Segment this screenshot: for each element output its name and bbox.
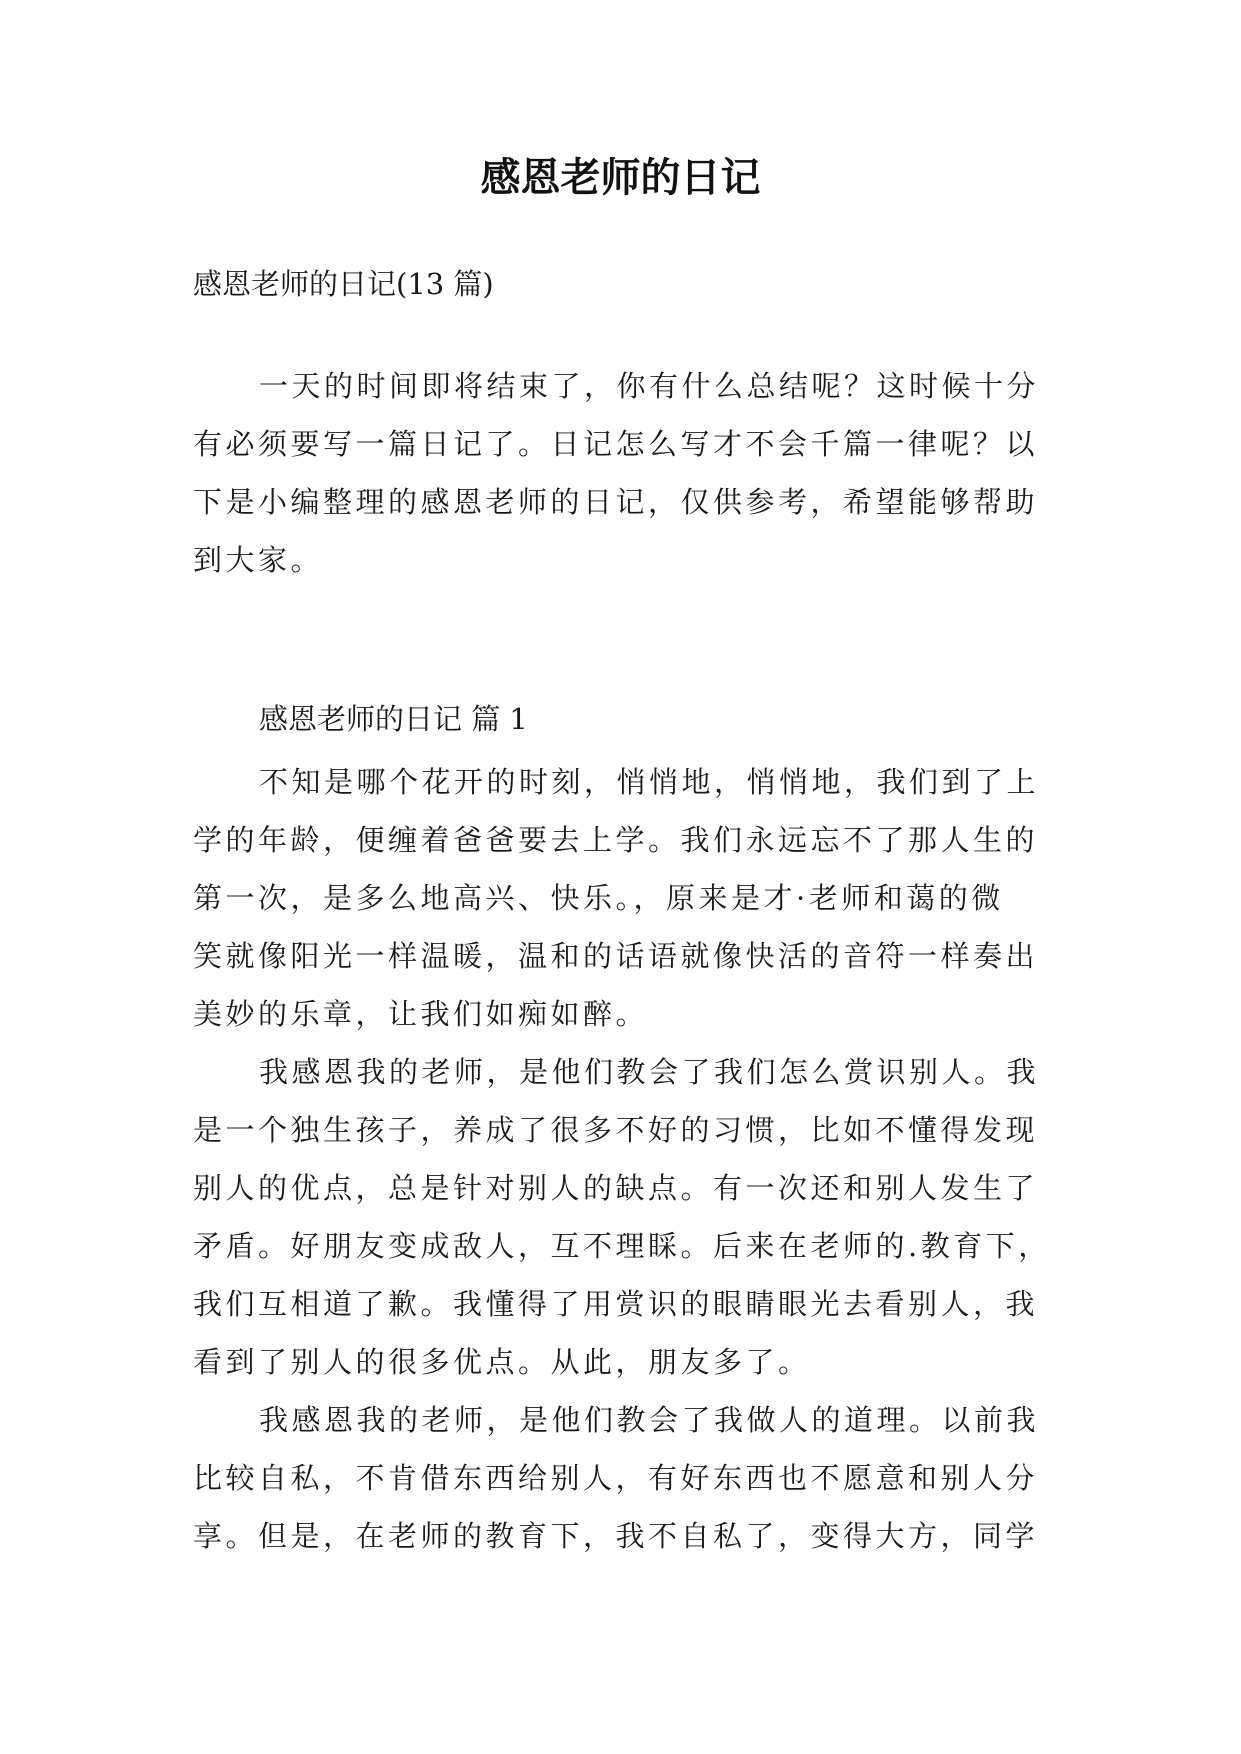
document-subtitle: 感恩老师的日记(13 篇) bbox=[193, 267, 494, 301]
paragraph-line: 学的年龄，便缠着爸爸要去上学。我们永远忘不了那人生的 bbox=[193, 823, 1039, 857]
intro-line: 一天的时间即将结束了，你有什么总结呢？这时候十分 bbox=[259, 369, 1040, 403]
paragraph-line: 是一个独生孩子，养成了很多不好的习惯，比如不懂得发现 bbox=[193, 1113, 1039, 1147]
paragraph-line: 别人的优点，总是针对别人的缺点。有一次还和别人发生了 bbox=[193, 1171, 1039, 1205]
intro-line: 有必须要写一篇日记了。日记怎么写才不会千篇一律呢？以 bbox=[193, 427, 1039, 461]
section-heading: 感恩老师的日记 篇 1 bbox=[259, 702, 528, 736]
paragraph-line: 美妙的乐章，让我们如痴如醉。 bbox=[193, 997, 649, 1031]
intro-line: 下是小编整理的感恩老师的日记，仅供参考，希望能够帮助 bbox=[193, 485, 1039, 519]
paragraph-2 bbox=[193, 1043, 1051, 1391]
paragraph-line: 我感恩我的老师，是他们教会了我做人的道理。以前我 bbox=[259, 1403, 1040, 1437]
paragraph-line: 享。但是，在老师的教育下，我不自私了，变得大方，同学 bbox=[193, 1519, 1039, 1553]
paragraph-line: 第一次，是多么地高兴、快乐。，原来是才·老师和蔼的微 bbox=[193, 881, 1004, 915]
paragraph-line: 不知是哪个花开的时刻，悄悄地，悄悄地，我们到了上 bbox=[259, 765, 1040, 799]
paragraph-line: 我感恩我的老师，是他们教会了我们怎么赏识别人。我 bbox=[259, 1055, 1040, 1089]
intro-line: 到大家。 bbox=[193, 543, 324, 577]
paragraph-line: 比较自私，不肯借东西给别人，有好东西也不愿意和别人分 bbox=[193, 1461, 1039, 1495]
paragraph-line: 矛盾。好朋友变成敌人，互不理睬。后来在老师的.教育下， bbox=[193, 1229, 1051, 1263]
intro-paragraph bbox=[193, 357, 1039, 589]
paragraph-line: 笑就像阳光一样温暖，温和的话语就像快活的音符一样奏出 bbox=[193, 939, 1039, 973]
document-title: 感恩老师的日记 bbox=[480, 155, 761, 201]
paragraph-line: 看到了别人的很多优点。从此，朋友多了。 bbox=[193, 1345, 811, 1379]
paragraph-1 bbox=[193, 753, 1039, 1043]
paragraph-line: 我们互相道了歉。我懂得了用赏识的眼睛眼光去看别人，我 bbox=[193, 1287, 1039, 1321]
paragraph-3 bbox=[193, 1391, 1039, 1565]
